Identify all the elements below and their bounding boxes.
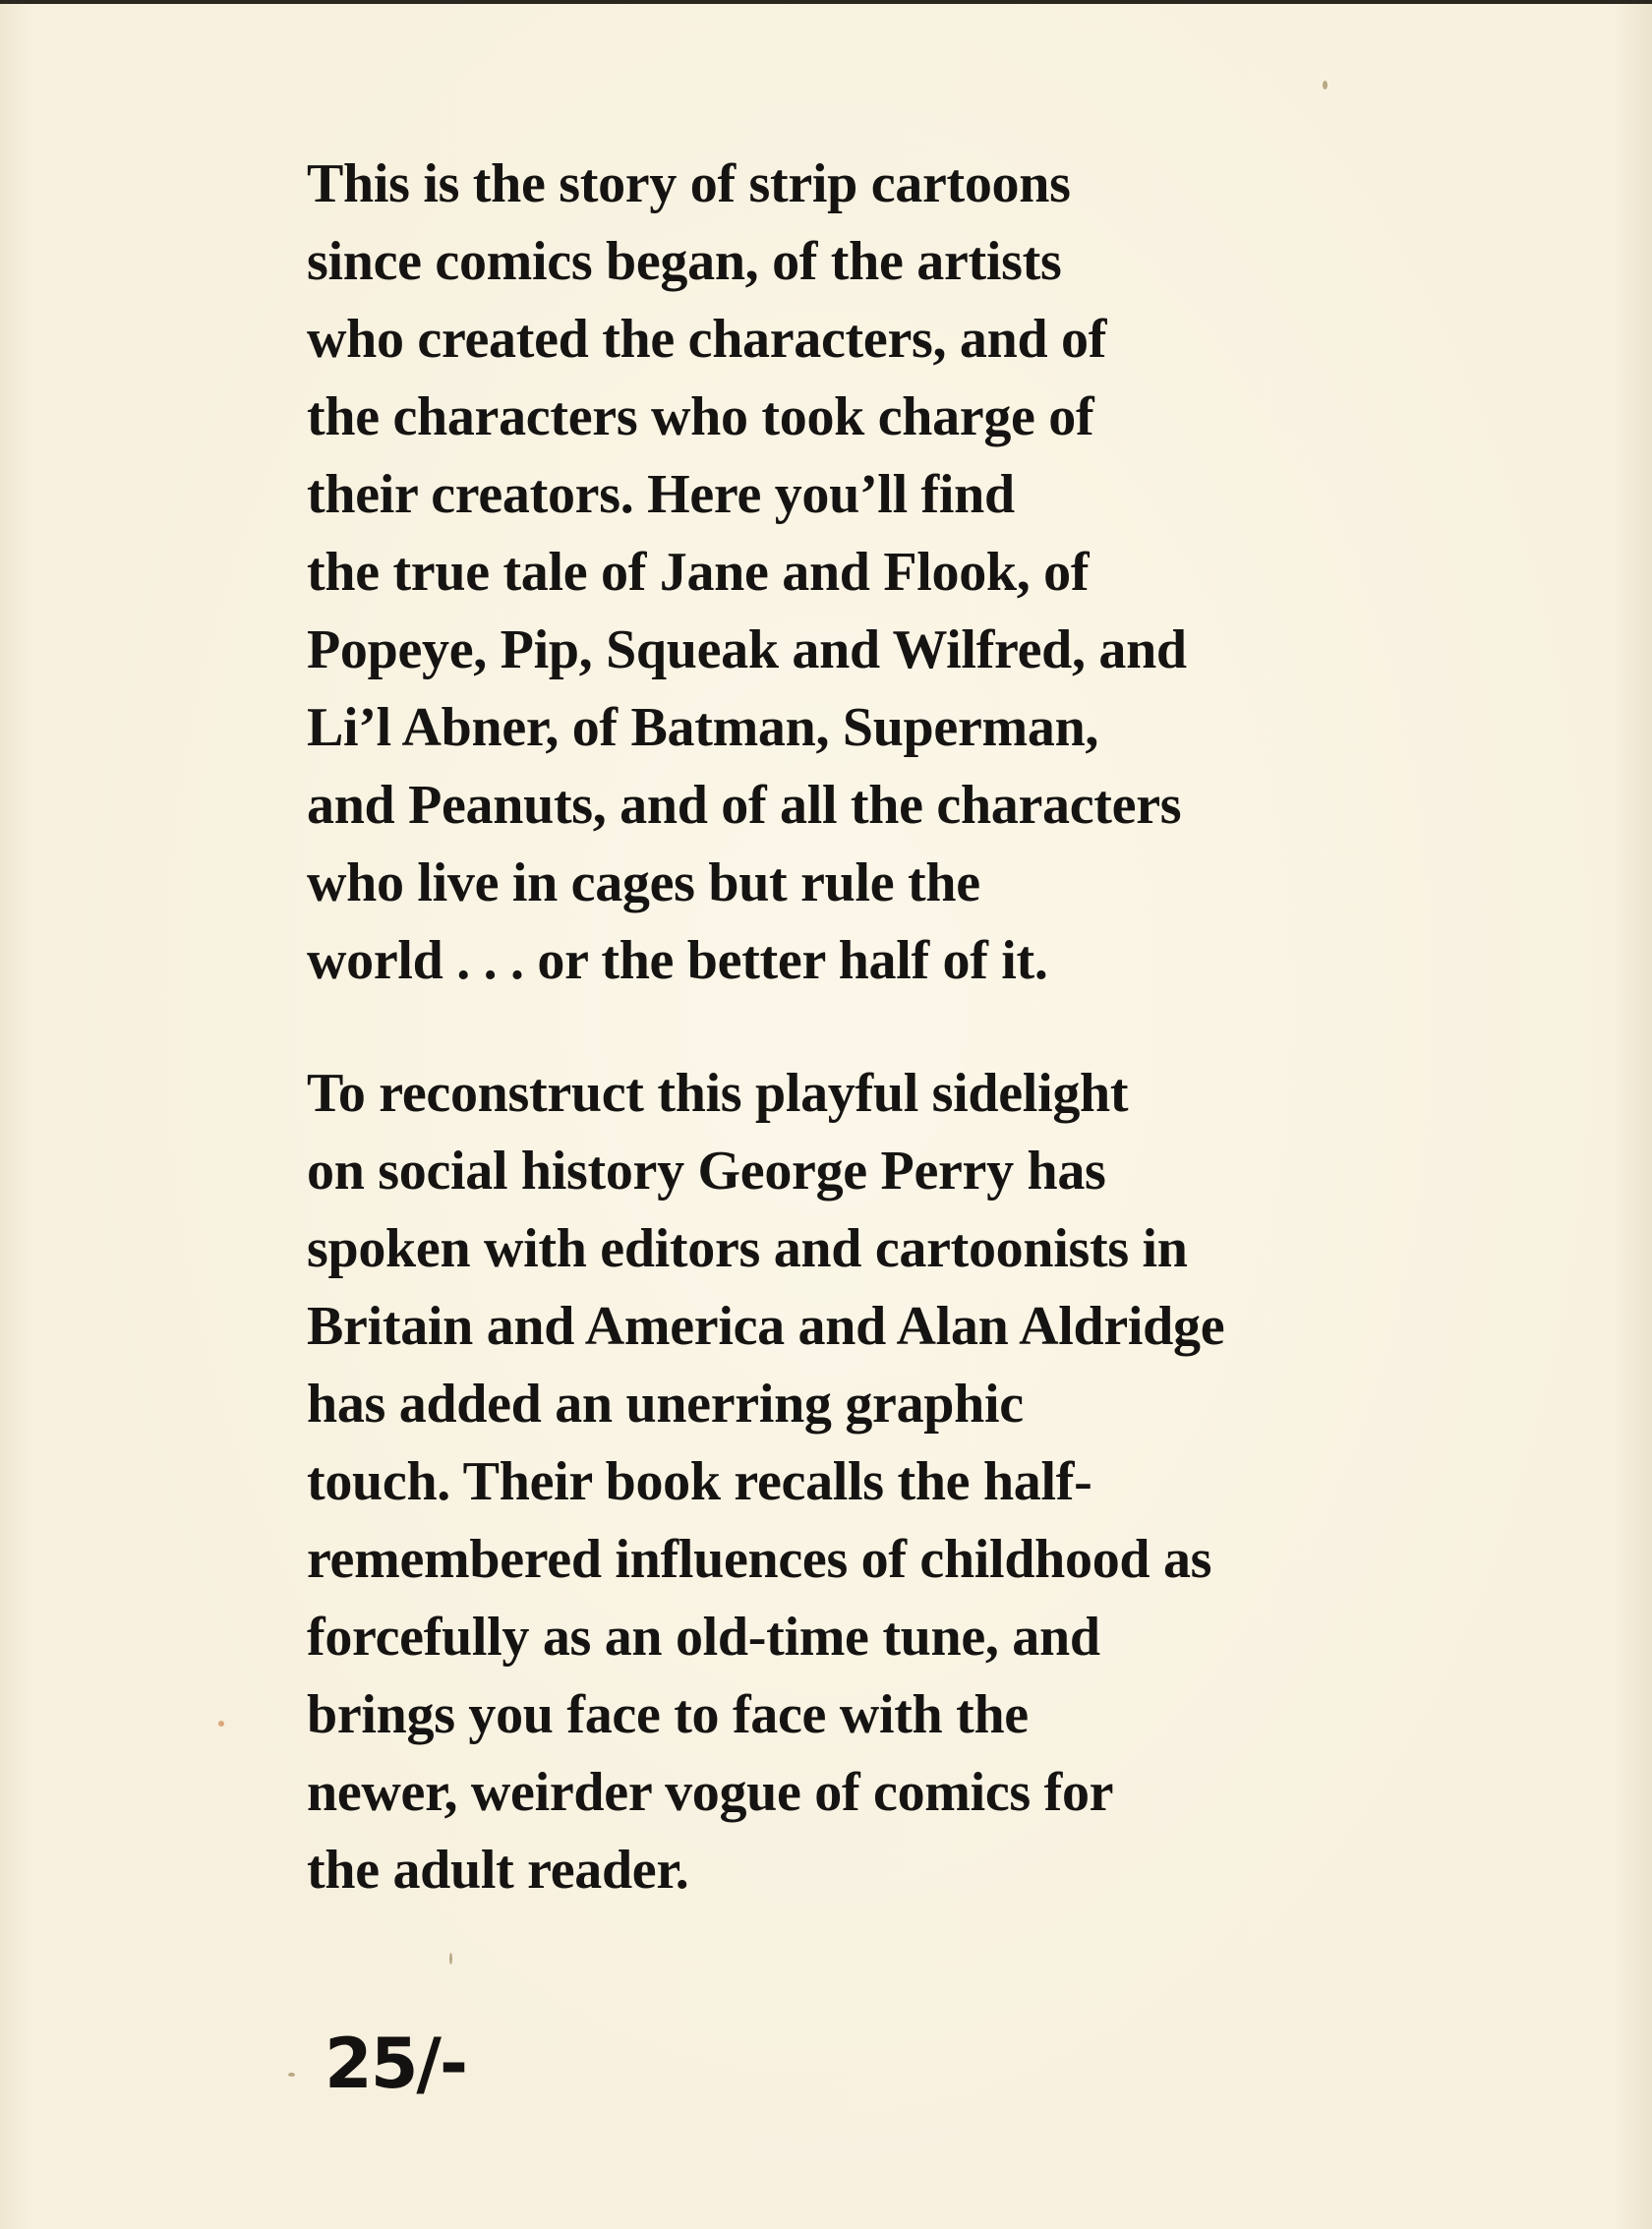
paper-speck	[449, 1953, 452, 1965]
blurb-line: on social history George Perry has	[307, 1141, 1106, 1202]
blurb-line: brings you face to face with the	[307, 1684, 1029, 1745]
blurb-line: who live in cages but rule the	[307, 852, 980, 913]
blurb-line: who created the characters, and of	[307, 309, 1107, 370]
blurb-line: and Peanuts, and of all the characters	[307, 775, 1182, 836]
price-label: 25/-	[324, 2024, 467, 2104]
blurb-line: newer, weirder vogue of comics for	[307, 1762, 1114, 1823]
paragraph-spacer	[307, 1000, 1487, 1055]
blurb-line: since comics began, of the artists	[307, 231, 1062, 292]
blurb-line: their creators. Here you’ll find	[307, 464, 1015, 525]
blurb-paragraph-2	[307, 1055, 1487, 1909]
blurb-line: touch. Their book recalls the half-	[307, 1451, 1092, 1512]
blurb-line: remembered influences of childhood as	[307, 1529, 1212, 1590]
blurb-line: Britain and America and Alan Aldridge	[307, 1296, 1225, 1357]
blurb-line: world . . . or the better half of it.	[307, 930, 1048, 991]
blurb-paragraph-1	[307, 146, 1487, 1000]
blurb-line: Li’l Abner, of Batman, Superman,	[307, 697, 1099, 758]
blurb-line: has added an unerring graphic	[307, 1374, 1024, 1435]
paper-speck	[288, 2073, 295, 2077]
paper-speck	[1323, 81, 1328, 89]
cover-blurb	[307, 146, 1487, 1909]
blurb-line: To reconstruct this playful sidelight	[307, 1063, 1129, 1124]
blurb-line: the adult reader.	[307, 1840, 689, 1901]
blurb-line: spoken with editors and cartoonists in	[307, 1218, 1188, 1279]
blurb-line: the true tale of Jane and Flook, of	[307, 542, 1090, 603]
blurb-line: the characters who took charge of	[307, 386, 1094, 447]
cover-top-edge	[0, 0, 1652, 4]
blurb-line: forcefully as an old-time tune, and	[307, 1607, 1100, 1668]
paper-speck	[218, 1721, 224, 1727]
blurb-line: This is the story of strip cartoons	[307, 153, 1071, 214]
blurb-line: Popeye, Pip, Squeak and Wilfred, and	[307, 619, 1187, 680]
